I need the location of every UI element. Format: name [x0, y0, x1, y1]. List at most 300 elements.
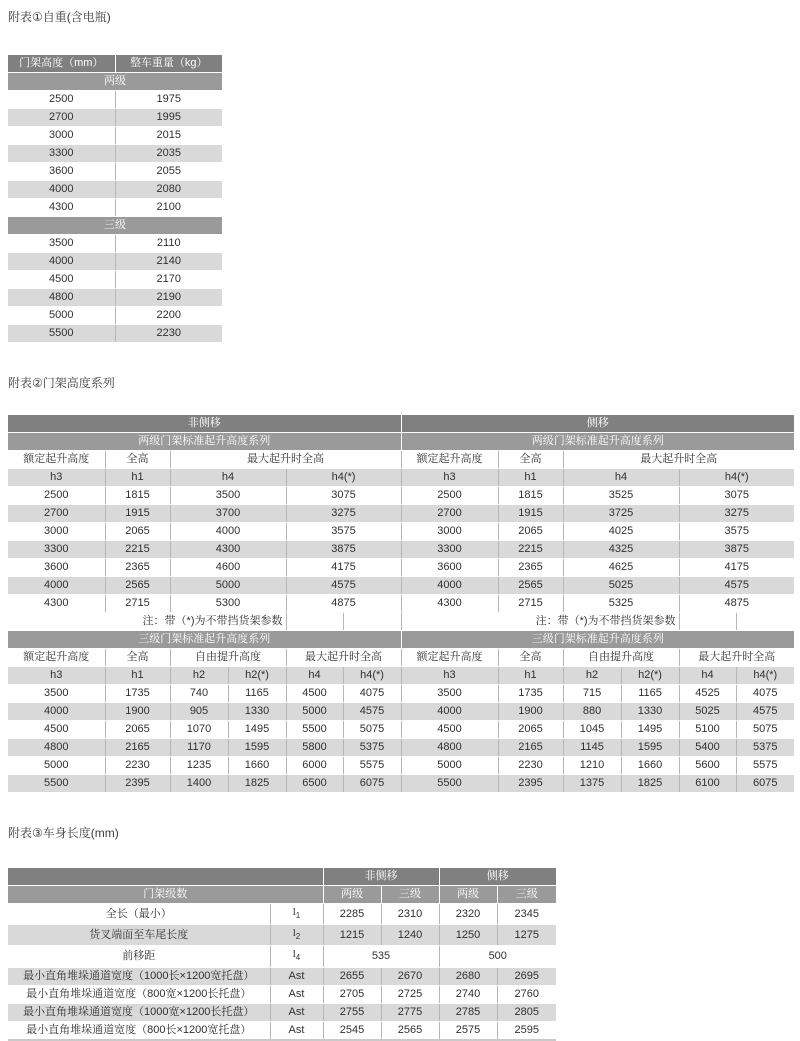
table2-cell: 4025 — [563, 523, 679, 541]
table3-cell: 2310 — [381, 904, 439, 925]
table-row — [8, 985, 556, 1003]
table2-cell: 4000 — [170, 523, 286, 541]
table2-cell: 880 — [563, 703, 621, 721]
table2-cell: 1660 — [228, 757, 286, 775]
table2-cell: 1210 — [563, 757, 621, 775]
table-row — [8, 145, 222, 163]
table2-group-header: 额定起升高度 — [401, 451, 498, 469]
table1-cell: 1995 — [115, 109, 222, 127]
table3-row-label: 最小直角堆垛通道宽度（800宽×1200长托盘） — [8, 985, 270, 1003]
table2-cell: 4600 — [170, 559, 286, 577]
table-row — [8, 127, 222, 145]
table2-subheader: h3 — [8, 469, 105, 487]
table2-cell: 3300 — [401, 541, 498, 559]
table-row — [8, 523, 794, 541]
table1-cell: 4300 — [8, 199, 115, 217]
table1-cell: 3600 — [8, 163, 115, 181]
table2-cell: 2565 — [498, 577, 563, 595]
table2-cell: 1815 — [498, 487, 563, 505]
table3-symbol: Ast — [270, 1021, 323, 1040]
table-row — [8, 541, 794, 559]
table3-cell: 2565 — [381, 1021, 439, 1040]
table1-section-label: 三级 — [8, 217, 222, 235]
table2-cell: 5500 — [286, 721, 343, 739]
table2-cell: 1660 — [621, 757, 679, 775]
table2-cell: 4625 — [563, 559, 679, 577]
table2-cell: 3575 — [286, 523, 401, 541]
table2-cell: 6100 — [679, 775, 736, 793]
table-row — [8, 739, 794, 757]
table2-cell: 2715 — [498, 595, 563, 613]
table2-cell: 3500 — [8, 685, 105, 703]
table2-top-bar-row — [8, 415, 794, 433]
table1-cell: 2230 — [115, 325, 222, 343]
table3-sideshift-label: 侧移 — [439, 868, 556, 886]
table3-cell: 2695 — [497, 967, 556, 985]
table2-group-header: 全高 — [498, 649, 563, 667]
table2-cell: 2165 — [105, 739, 170, 757]
table2-cell: 2230 — [498, 757, 563, 775]
table1-header-row — [8, 55, 222, 73]
table2-subheader-row — [8, 469, 794, 487]
table2-cell: 1595 — [621, 739, 679, 757]
table2-cell: 3075 — [286, 487, 401, 505]
table1-cell: 4800 — [8, 289, 115, 307]
table3-symbol: $l_1$ — [270, 904, 323, 925]
table3-cell: 1250 — [439, 925, 497, 946]
table2-cell: 4575 — [679, 577, 794, 595]
table3-cell: 1240 — [381, 925, 439, 946]
table2-cell: 5000 — [286, 703, 343, 721]
table2-subheader: h4 — [563, 469, 679, 487]
table1-cell: 4500 — [8, 271, 115, 289]
table2-subheader: h1 — [105, 469, 170, 487]
table2-cell: 5075 — [736, 721, 794, 739]
table2-subheader: h4(*) — [286, 469, 401, 487]
table2-group-header: 额定起升高度 — [8, 451, 105, 469]
table2-group-header: 最大起升时全高 — [170, 451, 401, 469]
table2-group-header: 最大起升时全高 — [679, 649, 794, 667]
table2-cell: 4300 — [8, 595, 105, 613]
table2-cell: 1045 — [563, 721, 621, 739]
table2-cell: 5075 — [343, 721, 401, 739]
table2-cell: 2215 — [498, 541, 563, 559]
table2-cell: 1170 — [170, 739, 228, 757]
table3-subheader: 两级 — [323, 886, 381, 904]
table2-cell: 2065 — [105, 721, 170, 739]
table-row — [8, 163, 222, 181]
table2-cell: 5500 — [401, 775, 498, 793]
table-row — [8, 271, 222, 289]
table-body-length — [8, 868, 556, 1041]
table1-cell: 2035 — [115, 145, 222, 163]
table2-cell: 2065 — [498, 721, 563, 739]
table2-cell: 1070 — [170, 721, 228, 739]
table1-col-header: 整车重量（kg） — [115, 55, 222, 73]
table2-cell: 2165 — [498, 739, 563, 757]
table3-cell: 2595 — [497, 1021, 556, 1040]
table2-cell: 3600 — [401, 559, 498, 577]
table2-subheader: h3 — [8, 667, 105, 685]
table3-empty-header — [8, 868, 323, 886]
table2-cell: 3575 — [679, 523, 794, 541]
table2-cell: 5025 — [563, 577, 679, 595]
table2-cell: 1330 — [228, 703, 286, 721]
table2-cell: 5100 — [679, 721, 736, 739]
table-row — [8, 721, 794, 739]
table3-cell: 2345 — [497, 904, 556, 925]
table3-cell: 2285 — [323, 904, 381, 925]
table1-title: 附表①自重(含电瓶) — [8, 10, 111, 24]
table2-subheader: h2 — [563, 667, 621, 685]
table2-group-header: 最大起升时全高 — [563, 451, 794, 469]
table-row — [8, 703, 794, 721]
table2-cell: 5325 — [563, 595, 679, 613]
table3-cell: 2320 — [439, 904, 497, 925]
table3-symbol: Ast — [270, 985, 323, 1003]
table2-cell: 5500 — [8, 775, 105, 793]
table-row — [8, 946, 556, 967]
table2-subheader: h4 — [286, 667, 343, 685]
table2-cell: 1735 — [498, 685, 563, 703]
table3-row-label: 全长（最小） — [8, 904, 270, 925]
table3-row-label: 最小直角堆垛通道宽度（1000长×1200宽托盘） — [8, 967, 270, 985]
table2-cell: 3000 — [401, 523, 498, 541]
table2-cell: 1900 — [498, 703, 563, 721]
table2-subheader-row — [8, 667, 794, 685]
table2-subheader: h1 — [498, 469, 563, 487]
table3-cell: 500 — [439, 946, 556, 967]
table2-cell: 5375 — [343, 739, 401, 757]
table3-cell: 2655 — [323, 967, 381, 985]
table3-subheader: 三级 — [381, 886, 439, 904]
table2-cell: 3875 — [286, 541, 401, 559]
table3-cell: 2760 — [497, 985, 556, 1003]
table2-group-header: 全高 — [105, 451, 170, 469]
table2-cell: 2715 — [105, 595, 170, 613]
table2-cell: 3500 — [401, 685, 498, 703]
table2-cell: 740 — [170, 685, 228, 703]
table2-cell: 1900 — [105, 703, 170, 721]
table1-cell: 2500 — [8, 91, 115, 109]
table3-cell: 2680 — [439, 967, 497, 985]
table2-cell: 2065 — [105, 523, 170, 541]
table1-cell: 4000 — [8, 253, 115, 271]
table3-cell: 2575 — [439, 1021, 497, 1040]
table-row — [8, 925, 556, 946]
table1-cell: 1975 — [115, 91, 222, 109]
table2-subheader: h4(*) — [679, 469, 794, 487]
table2-cell: 4300 — [170, 541, 286, 559]
table2-cell: 2365 — [105, 559, 170, 577]
table2-cell: 715 — [563, 685, 621, 703]
table2-cell: 5300 — [170, 595, 286, 613]
table3-cell: 2755 — [323, 1003, 381, 1021]
table2-cell: 4000 — [401, 703, 498, 721]
table2-cell: 2395 — [498, 775, 563, 793]
table2-group-header: 最大起升时全高 — [286, 649, 401, 667]
table-row — [8, 487, 794, 505]
table1-cell: 2080 — [115, 181, 222, 199]
table3-cell: 1275 — [497, 925, 556, 946]
table-row — [8, 595, 794, 613]
table1-cell: 2170 — [115, 271, 222, 289]
table1-cell: 2110 — [115, 235, 222, 253]
table2-group-header: 额定起升高度 — [8, 649, 105, 667]
table2-cell: 4075 — [343, 685, 401, 703]
table-row — [8, 904, 556, 925]
table1-cell: 2055 — [115, 163, 222, 181]
table2-cell: 1495 — [621, 721, 679, 739]
table2-group-header: 全高 — [498, 451, 563, 469]
table2-cell: 3300 — [8, 541, 105, 559]
table2-section-bar-row — [8, 433, 794, 451]
table2-subheader: h3 — [401, 469, 498, 487]
table1-cell: 2015 — [115, 127, 222, 145]
table1-cell: 5500 — [8, 325, 115, 343]
table2-nonsideshift-label: 非侧移 — [8, 415, 401, 433]
table2-cell: 5025 — [679, 703, 736, 721]
table3-subheader-row — [8, 886, 556, 904]
table3-subheader: 两级 — [439, 886, 497, 904]
table1-cell: 2700 — [8, 109, 115, 127]
table2-group-header: 额定起升高度 — [401, 649, 498, 667]
table2-subheader: h1 — [498, 667, 563, 685]
table2-subheader: h4(*) — [343, 667, 401, 685]
table-self-weight — [8, 55, 222, 343]
table3-cell: 535 — [323, 946, 439, 967]
table1-cell: 2200 — [115, 307, 222, 325]
table-mast-height-series — [8, 415, 794, 793]
table1-section-bar-row — [8, 73, 222, 91]
table3-cell: 1215 — [323, 925, 381, 946]
table1-cell: 2190 — [115, 289, 222, 307]
table3-subheader: 三级 — [497, 886, 556, 904]
table2-cell: 2700 — [401, 505, 498, 523]
table2-subheader: h4(*) — [736, 667, 794, 685]
table2-cell: 1165 — [621, 685, 679, 703]
table2-cell: 2395 — [105, 775, 170, 793]
table2-cell: 5575 — [736, 757, 794, 775]
table2-empty-cell — [343, 613, 401, 631]
table-row — [8, 181, 222, 199]
table2-cell: 5800 — [286, 739, 343, 757]
table3-cell: 2545 — [323, 1021, 381, 1040]
table2-subheader: h2(*) — [621, 667, 679, 685]
table2-cell: 5000 — [170, 577, 286, 595]
table2-three-stage-section-label: 三级门架标准起升高度系列 — [401, 631, 794, 649]
table2-cell: 4500 — [8, 721, 105, 739]
table2-cell: 3000 — [8, 523, 105, 541]
table2-cell: 1165 — [228, 685, 286, 703]
table1-cell: 5000 — [8, 307, 115, 325]
table2-cell: 2500 — [401, 487, 498, 505]
table-row — [8, 505, 794, 523]
table-row — [8, 967, 556, 985]
table3-mast-stages-label: 门架级数 — [8, 886, 323, 904]
table2-cell: 4575 — [343, 703, 401, 721]
table3-cell: 2775 — [381, 1003, 439, 1021]
table2-cell: 4000 — [8, 577, 105, 595]
table2-cell: 3600 — [8, 559, 105, 577]
table2-cell: 1330 — [621, 703, 679, 721]
table3-top-bar-row — [8, 868, 556, 886]
table2-cell: 2215 — [105, 541, 170, 559]
table2-cell: 3700 — [170, 505, 286, 523]
table3-cell: 2785 — [439, 1003, 497, 1021]
table-row — [8, 199, 222, 217]
table2-cell: 4000 — [401, 577, 498, 595]
table3-cell: 2805 — [497, 1003, 556, 1021]
table2-cell: 4175 — [286, 559, 401, 577]
table2-cell: 4575 — [286, 577, 401, 595]
table-row — [8, 91, 222, 109]
table-row — [8, 109, 222, 127]
table2-cell: 4075 — [736, 685, 794, 703]
table2-cell: 2365 — [498, 559, 563, 577]
table2-cell: 6075 — [343, 775, 401, 793]
table2-cell: 4325 — [563, 541, 679, 559]
table-row — [8, 577, 794, 595]
table2-cell: 2065 — [498, 523, 563, 541]
table2-cell: 4875 — [679, 595, 794, 613]
table1-cell: 2140 — [115, 253, 222, 271]
table3-row-label: 货叉端面至车尾长度 — [8, 925, 270, 946]
table2-cell: 1400 — [170, 775, 228, 793]
table2-empty-cell — [286, 613, 343, 631]
table2-cell: 1145 — [563, 739, 621, 757]
table2-empty-cell — [736, 613, 794, 631]
table2-note: 注：带（*)为不带挡货架参数 — [401, 613, 679, 631]
table2-group-header-row — [8, 451, 794, 469]
table2-title: 附表②门架高度系列 — [8, 376, 115, 390]
table2-note: 注：带（*)为不带挡货架参数 — [8, 613, 286, 631]
table2-cell: 3500 — [170, 487, 286, 505]
table2-cell: 6500 — [286, 775, 343, 793]
table2-cell: 4800 — [401, 739, 498, 757]
table2-cell: 6000 — [286, 757, 343, 775]
table-row — [8, 307, 222, 325]
table2-note-row — [8, 613, 794, 631]
table2-cell: 3525 — [563, 487, 679, 505]
table2-section-bar-row — [8, 631, 794, 649]
table3-symbol: Ast — [270, 1003, 323, 1021]
table2-cell: 1495 — [228, 721, 286, 739]
table2-cell: 4575 — [736, 703, 794, 721]
table2-group-header-row — [8, 649, 794, 667]
table2-cell: 2500 — [8, 487, 105, 505]
table2-cell: 1375 — [563, 775, 621, 793]
table2-cell: 2700 — [8, 505, 105, 523]
table-row — [8, 685, 794, 703]
table2-three-stage-section-label: 三级门架标准起升高度系列 — [8, 631, 401, 649]
table2-cell: 3275 — [679, 505, 794, 523]
table2-cell: 3875 — [679, 541, 794, 559]
table2-cell: 4525 — [679, 685, 736, 703]
table2-cell: 1815 — [105, 487, 170, 505]
table3-cell: 2705 — [323, 985, 381, 1003]
table2-cell: 3075 — [679, 487, 794, 505]
table2-subheader: h2 — [170, 667, 228, 685]
table2-two-stage-section-label: 两级门架标准起升高度系列 — [401, 433, 794, 451]
table-row — [8, 235, 222, 253]
table2-sideshift-label: 侧移 — [401, 415, 794, 433]
table1-col-header: 门架高度（mm） — [8, 55, 115, 73]
table2-group-header: 全高 — [105, 649, 170, 667]
table2-cell: 905 — [170, 703, 228, 721]
table2-cell: 4300 — [401, 595, 498, 613]
table2-cell: 5000 — [8, 757, 105, 775]
table2-cell: 1825 — [228, 775, 286, 793]
table-row — [8, 253, 222, 271]
table3-symbol: $l_4$ — [270, 946, 323, 967]
table2-cell: 4175 — [679, 559, 794, 577]
table2-subheader: h2(*) — [228, 667, 286, 685]
table-row — [8, 559, 794, 577]
table2-cell: 1235 — [170, 757, 228, 775]
table1-section-bar-row — [8, 217, 222, 235]
table1-cell: 4000 — [8, 181, 115, 199]
table2-cell: 4875 — [286, 595, 401, 613]
table2-cell: 3275 — [286, 505, 401, 523]
table-row — [8, 325, 222, 343]
table3-row-label: 最小直角堆垛通道宽度（1000宽×1200长托盘） — [8, 1003, 270, 1021]
table2-cell: 3725 — [563, 505, 679, 523]
table2-cell: 1735 — [105, 685, 170, 703]
table3-symbol: Ast — [270, 967, 323, 985]
table2-cell: 2565 — [105, 577, 170, 595]
table-row — [8, 1021, 556, 1040]
table-row — [8, 289, 222, 307]
table2-cell: 5400 — [679, 739, 736, 757]
table2-subheader: h3 — [401, 667, 498, 685]
table2-two-stage-section-label: 两级门架标准起升高度系列 — [8, 433, 401, 451]
table1-cell: 3000 — [8, 127, 115, 145]
table1-section-label: 两级 — [8, 73, 222, 91]
table3-symbol: $l_2$ — [270, 925, 323, 946]
table2-cell: 1915 — [105, 505, 170, 523]
table2-subheader: h1 — [105, 667, 170, 685]
table2-cell: 4500 — [286, 685, 343, 703]
table2-cell: 4800 — [8, 739, 105, 757]
table2-cell: 1825 — [621, 775, 679, 793]
table3-nonsideshift-label: 非侧移 — [323, 868, 439, 886]
table2-empty-cell — [679, 613, 736, 631]
table-row — [8, 757, 794, 775]
table2-cell: 5375 — [736, 739, 794, 757]
table2-cell: 1915 — [498, 505, 563, 523]
table-row — [8, 1003, 556, 1021]
table2-cell: 1595 — [228, 739, 286, 757]
table2-cell: 2230 — [105, 757, 170, 775]
table1-cell: 3500 — [8, 235, 115, 253]
table1-cell: 3300 — [8, 145, 115, 163]
table2-cell: 5000 — [401, 757, 498, 775]
table3-cell: 2670 — [381, 967, 439, 985]
table2-cell: 4000 — [8, 703, 105, 721]
table1-cell: 2100 — [115, 199, 222, 217]
table3-row-label: 最小直角堆垛通道宽度（800长×1200宽托盘） — [8, 1021, 270, 1040]
table2-cell: 6075 — [736, 775, 794, 793]
table-row — [8, 775, 794, 793]
table2-cell: 4500 — [401, 721, 498, 739]
table2-group-header: 自由提升高度 — [563, 649, 679, 667]
table2-group-header: 自由提升高度 — [170, 649, 286, 667]
table3-row-label: 前移距 — [8, 946, 270, 967]
table2-cell: 5600 — [679, 757, 736, 775]
table3-cell: 2740 — [439, 985, 497, 1003]
table3-cell: 2725 — [381, 985, 439, 1003]
